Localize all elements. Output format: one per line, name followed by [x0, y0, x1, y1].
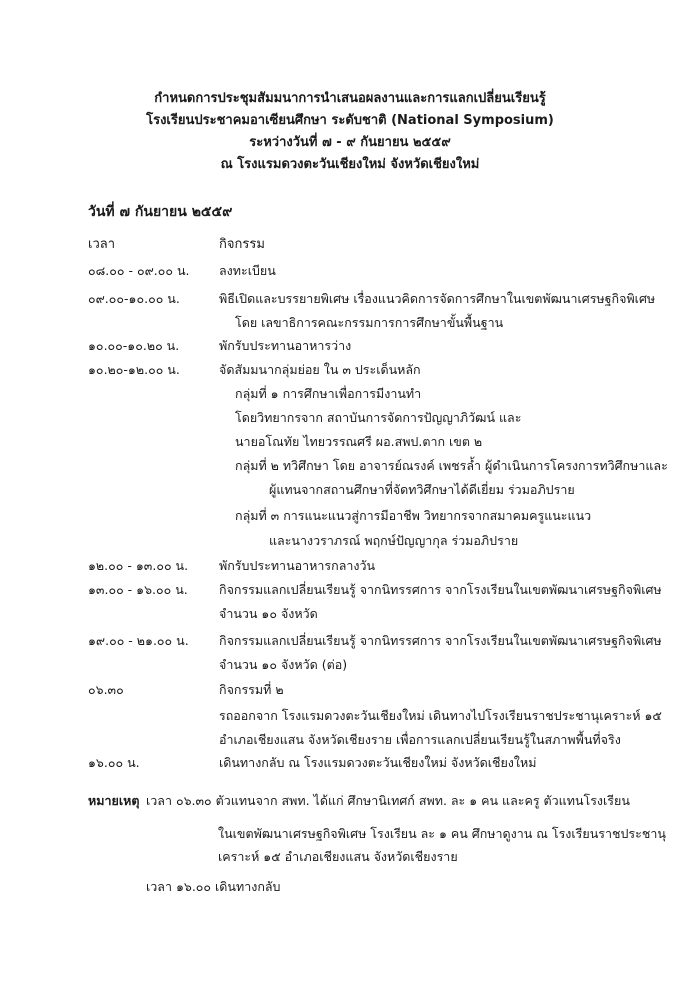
title-line-1: กำหนดการประชุมสัมมนาการนำเสนอผลงานและการแลกเปลี่ยนเรียนรู้ — [154, 91, 546, 106]
group-detail: และนางวราภรณ์ พฤกษ์ปัญญากุล ร่วมอภิปราย — [269, 533, 519, 548]
note-text: เวลา ๑๖.๐๐ เดินทางกลับ — [146, 879, 281, 894]
schedule-activity: จำนวน ๑๐ จังหวัด (ต่อ) — [219, 657, 348, 672]
group-detail: ผู้แทนจากสถานศึกษาที่จัดทวิศึกษาได้ดีเยี่ยม ร่วมอภิปราย — [269, 482, 575, 497]
activity-column-header: กิจกรรม — [219, 237, 265, 252]
day-heading: วันที่ ๗ กันยายน ๒๕๕๙ — [88, 204, 233, 220]
schedule-activity: พักรับประทานอาหารว่าง — [219, 338, 352, 353]
schedule-activity: พักรับประทานอาหารกลางวัน — [219, 558, 376, 573]
title-line-4: ณ โรงแรมดวงตะวันเชียงใหม่ จังหวัดเชียงใหม่ — [220, 157, 480, 172]
schedule-activity: เดินทางกลับ ณ โรงแรมดวงตะวันเชียงใหม่ จังหวัดเชียงใหม่ — [219, 755, 537, 770]
title-line-3: ระหว่างวันที่ ๗ - ๙ กันยายน ๒๕๕๙ — [249, 135, 451, 150]
group-item: กลุ่มที่ ๓ การแนะแนวสู่การมีอาชีพ วิทยากรจากสมาคมครูแนะแนว — [235, 508, 592, 523]
note-text: ในเขตพัฒนาเศรษฐกิจพิเศษ โรงเรียน ละ ๑ คน ศึกษาดูงาน ณ โรงเรียนราชประชานุ — [218, 826, 666, 841]
schedule-time: ๑๖.๐๐ น. — [88, 755, 140, 770]
group-detail: โดยวิทยากรจาก สถาบันการจัดการปัญญาภิวัฒน์ และ — [235, 410, 522, 425]
note-label: หมายเหตุ — [88, 793, 140, 808]
schedule-activity: พิธีเปิดและบรรยายพิเศษ เรื่องแนวคิดการจัดการศึกษาในเขตพัฒนาเศรษฐกิจพิเศษ — [219, 291, 656, 306]
schedule-time: ๑๓.๐๐ - ๑๖.๐๐ น. — [88, 582, 188, 597]
schedule-activity: กิจกรรมแลกเปลี่ยนเรียนรู้ จากนิทรรศการ จากโรงเรียนในเขตพัฒนาเศรษฐกิจพิเศษ — [219, 582, 662, 597]
schedule-activity: กิจกรรมที่ ๒ — [219, 682, 284, 697]
schedule-time: ๑๒.๐๐ - ๑๓.๐๐ น. — [88, 558, 189, 573]
group-detail: นายอโณทัย ไทยวรรณศรี ผอ.สพป.ตาก เขต ๒ — [235, 434, 483, 449]
schedule-activity: รถออกจาก โรงแรมดวงตะวันเชียงใหม่ เดินทางไปโรงเรียนราชประชานุเคราะห์ ๑๕ — [219, 708, 662, 723]
schedule-activity: จัดสัมมนากลุ่มย่อย ใน ๓ ประเด็นหลัก — [219, 362, 421, 377]
group-item: กลุ่มที่ ๑ การศึกษาเพื่อการมีงานทำ — [235, 386, 422, 401]
schedule-time: ๐๘.๐๐ - ๐๙.๐๐ น. — [88, 263, 190, 278]
schedule-activity: กิจกรรมแลกเปลี่ยนเรียนรู้ จากนิทรรศการ จากโรงเรียนในเขตพัฒนาเศรษฐกิจพิเศษ — [219, 633, 662, 648]
note-text: เคราะห์ ๑๕ อำเภอเชียงแสน จังหวัดเชียงราย — [218, 849, 458, 864]
schedule-time: ๑๐.๒๐-๑๒.๐๐ น. — [88, 362, 180, 377]
title-line-2: โรงเรียนประชาคมอาเซียนศึกษา ระดับชาติ (National Symposium) — [146, 113, 554, 128]
note-text: เวลา ๐๖.๓๐ ตัวแทนจาก สพท. ได้แก่ ศึกษานิเทศก์ สพท. ละ ๑ คน และครู ตัวแทนโรงเรียน — [146, 793, 630, 808]
schedule-activity: อำเภอเชียงแสน จังหวัดเชียงราย เพื่อการแลกเปลี่ยนเรียนรู้ในสภาพพื้นที่จริง — [219, 732, 621, 747]
schedule-time: ๑๙.๐๐ - ๒๑.๐๐ น. — [88, 633, 189, 648]
group-item: กลุ่มที่ ๒ ทวิศึกษา โดย อาจารย์ณรงค์ เพชรล้ำ ผู้ดำเนินการโครงการทวิศึกษาและ — [235, 458, 668, 473]
schedule-time: ๑๐.๐๐-๑๐.๒๐ น. — [88, 338, 180, 353]
schedule-activity: โดย เลขาธิการคณะกรรมการการศึกษาขั้นพื้นฐาน — [235, 315, 504, 330]
time-column-header: เวลา — [88, 237, 116, 252]
schedule-time: ๐๙.๐๐-๑๐.๐๐ น. — [88, 291, 180, 306]
schedule-activity: ลงทะเบียน — [219, 263, 276, 278]
schedule-time: ๐๖.๓๐ — [88, 682, 124, 697]
title-block — [0, 88, 700, 176]
schedule-activity: จำนวน ๑๐ จังหวัด — [219, 606, 318, 621]
